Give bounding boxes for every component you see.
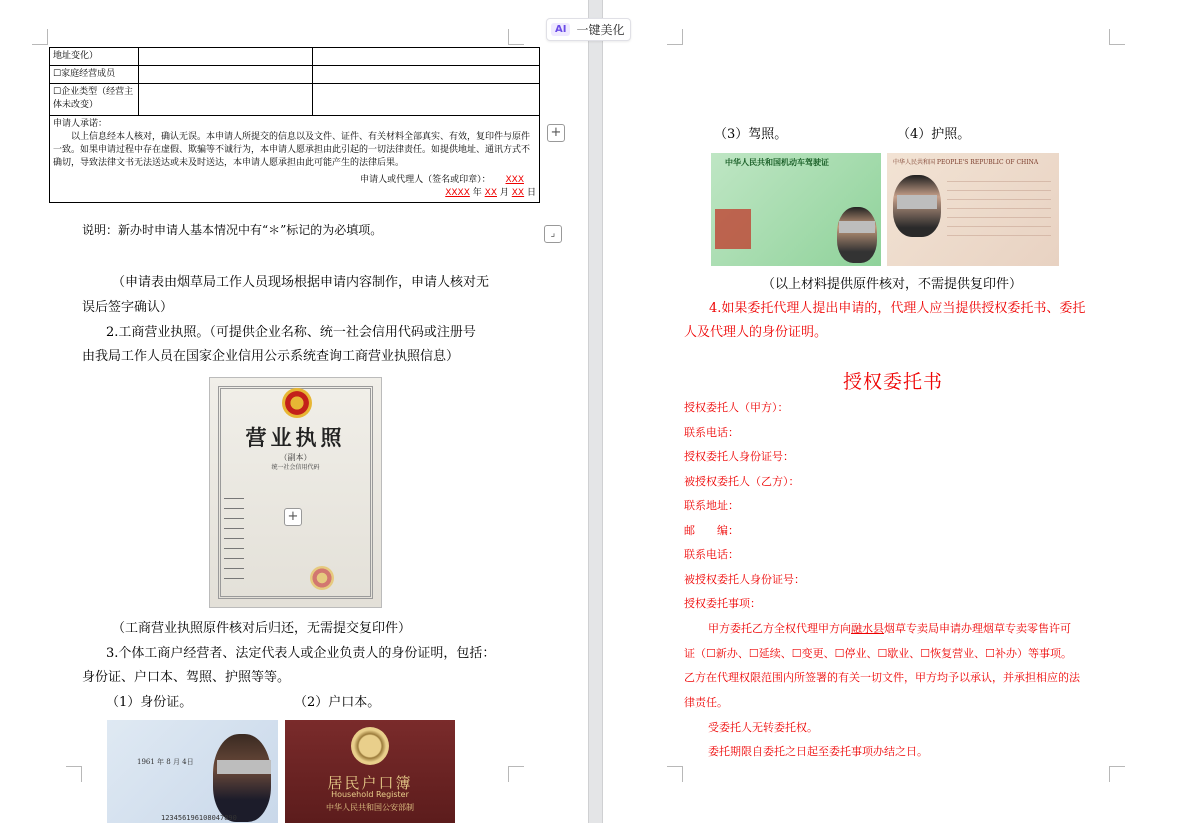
table-cell[interactable] [313, 66, 540, 84]
auth-body-place: 融水县 [851, 622, 884, 635]
add-block-button[interactable]: + [284, 508, 302, 526]
license-caption: （工商营业执照原件核对后归还，无需提交复印件） [112, 621, 412, 636]
table-cell[interactable] [139, 84, 313, 116]
red-seal-icon [310, 566, 334, 590]
page-gutter [588, 0, 603, 823]
ai-icon: AI [551, 23, 570, 36]
corner-mark [508, 766, 524, 782]
auth-body-line4: 律责任。 [684, 696, 728, 709]
application-form-table [49, 47, 540, 203]
date-year-unit: 年 [472, 188, 482, 198]
corner-mark [667, 29, 683, 45]
para3-line2: 身份证、户口本、驾照、护照等等。 [82, 670, 291, 685]
pledge-title: 申请人承诺： [53, 119, 108, 129]
para3-line1: 3.个体工商户经营者、法定代表人或企业负责人的身份证明，包括： [106, 646, 496, 661]
drive-title: 中华人民共和国机动车驾驶证 [725, 157, 829, 167]
label-hukou: （2）户口本。 [294, 695, 381, 710]
table-row [50, 84, 540, 116]
auth-body-line6: 委托期限自委托之日起至委托事项办结之日。 [708, 745, 928, 758]
field-agent-phone: 联系电话： [684, 548, 739, 561]
passport-fields [947, 173, 1051, 243]
hukou-issuer: 中华人民共和国公安部制 [326, 803, 414, 812]
auth-body-line2: 证（☐新办、☐延续、☐变更、☐停业、☐歇业、☐恢复营业、☐补办）等事项。 [684, 647, 1073, 660]
corner-mark [508, 29, 524, 45]
date-month: XX [484, 188, 497, 198]
table-resize-handle[interactable]: ⌟ [544, 225, 562, 243]
auth-body-line5: 受委托人无转委托权。 [708, 721, 818, 734]
auth-body-line1 [708, 617, 1071, 642]
date-day-unit: 日 [526, 188, 536, 198]
red-seal-icon [715, 209, 751, 249]
national-emblem-icon [282, 388, 312, 418]
table-row [50, 48, 540, 66]
emblem-icon [351, 727, 389, 765]
add-block-button[interactable]: + [547, 124, 565, 142]
table-row [50, 116, 540, 203]
required-note: 说明：新办时申请人基本情况中有“＊”标记的为必填项。 [82, 223, 383, 237]
privacy-mask [217, 760, 271, 774]
passport-image [887, 153, 1059, 266]
para4-line2: 人及代理人的身份证明。 [684, 325, 828, 340]
field-principal-id: 授权委托人身份证号： [684, 450, 794, 463]
driver-license-image [711, 153, 881, 266]
corner-mark [1109, 766, 1125, 782]
authorization-title: 授权委托书 [843, 371, 944, 393]
auth-body-text: 甲方委托乙方全权代理甲方向 [708, 622, 851, 635]
signature-label: 申请人或代理人（签名或印章）： [360, 175, 491, 185]
field-matters: 授权委托事项： [684, 597, 761, 610]
table-cell: ☐家庭经营成员 [50, 66, 139, 84]
field-principal: 授权委托人（甲方）： [684, 401, 789, 414]
id-card-image [107, 720, 278, 823]
table-cell: ☐企业类型（经营主体未改变） [50, 84, 139, 116]
corner-mark [667, 766, 683, 782]
id-birth-date: 1961 年 8 月 4日 [137, 758, 194, 766]
corner-mark [66, 766, 82, 782]
field-agent: 被授权委托人（乙方）： [684, 474, 800, 488]
privacy-mask [897, 195, 937, 209]
table-cell[interactable] [139, 66, 313, 84]
field-postcode: 邮 编： [684, 523, 739, 537]
para2-line1: 2.工商营业执照。（可提供企业名称、统一社会信用代码或注册号 [106, 325, 476, 340]
date-month-unit: 月 [499, 188, 509, 198]
business-license-image [209, 377, 382, 608]
docs-caption: （以上材料提供原件核对，不需提供复印件） [762, 277, 1023, 292]
para4-line1: 4.如果委托代理人提出申请的，代理人应当提供授权委托书、委托 [709, 301, 1086, 316]
drive-photo [837, 207, 877, 263]
label-drive: （3）驾照。 [714, 127, 788, 142]
table-cell: 地址变化） [50, 48, 139, 66]
pledge-cell [50, 116, 540, 203]
corner-mark [32, 29, 48, 45]
field-principal-phone: 联系电话： [684, 425, 739, 439]
field-agent-address: 联系地址： [684, 499, 739, 512]
para1-line1: （申请表由烟草局工作人员现场根据申请内容制作，申请人核对无 [112, 275, 490, 290]
page-left [0, 0, 588, 823]
table-cell[interactable] [313, 84, 540, 116]
auth-body-line3: 乙方在代理权限范围内所签署的有关一切文件，甲方均予以承认，并承担相应的法 [684, 671, 1080, 684]
hukou-english: Household Register [331, 790, 409, 799]
corner-mark [1109, 29, 1125, 45]
license-fields [224, 490, 244, 580]
date-row [53, 187, 536, 200]
ai-beautify-label: 一键美化 [576, 23, 625, 37]
signature-value: XXX [505, 175, 524, 185]
table-cell[interactable] [139, 48, 313, 66]
date-year: XXXX [445, 188, 470, 198]
privacy-mask [839, 221, 875, 233]
para1-line2: 误后签字确认） [82, 300, 174, 315]
auth-body-text: 烟草专卖局申请办理烟草专卖零售许可 [884, 622, 1071, 635]
ai-beautify-button[interactable] [546, 18, 631, 41]
id-number: 123456196108047890 [161, 814, 237, 822]
table-cell[interactable] [313, 48, 540, 66]
field-agent-id: 被授权委托人身份证号： [684, 572, 805, 586]
hukou-image [285, 720, 455, 823]
pledge-text: 以上信息经本人核对，确认无误。本申请人所提交的信息以及文件、证件、有关材料全部真实、有效，复印件与原件一致。如果申请过程中存在虚假、欺骗等不诚行为，本申请人愿承担由此引起的一切法律责任。如提供地址、通讯方式不确切，导致法律文书无法送达或未及时送达，本申请人愿承担由此可能产生的法律后果。 [53, 132, 531, 168]
license-code-label: 统一社会信用代码 [271, 464, 320, 471]
license-subtitle: （副本） [279, 453, 312, 462]
passport-title: 中华人民共和国 PEOPLE'S REPUBLIC OF CHINA [893, 159, 1039, 166]
date-day: XX [511, 188, 525, 198]
label-passport: （4）护照。 [897, 127, 971, 142]
id-photo [213, 734, 271, 822]
signature-row [53, 174, 536, 187]
hukou-title: 居民户口簿 [327, 774, 413, 792]
table-row [50, 66, 540, 84]
para2-line2: 由我局工作人员在国家企业信用公示系统查询工商营业执照信息） [82, 349, 460, 364]
license-title: 营业执照 [245, 425, 346, 450]
label-id-card: （1）身份证。 [106, 695, 193, 710]
